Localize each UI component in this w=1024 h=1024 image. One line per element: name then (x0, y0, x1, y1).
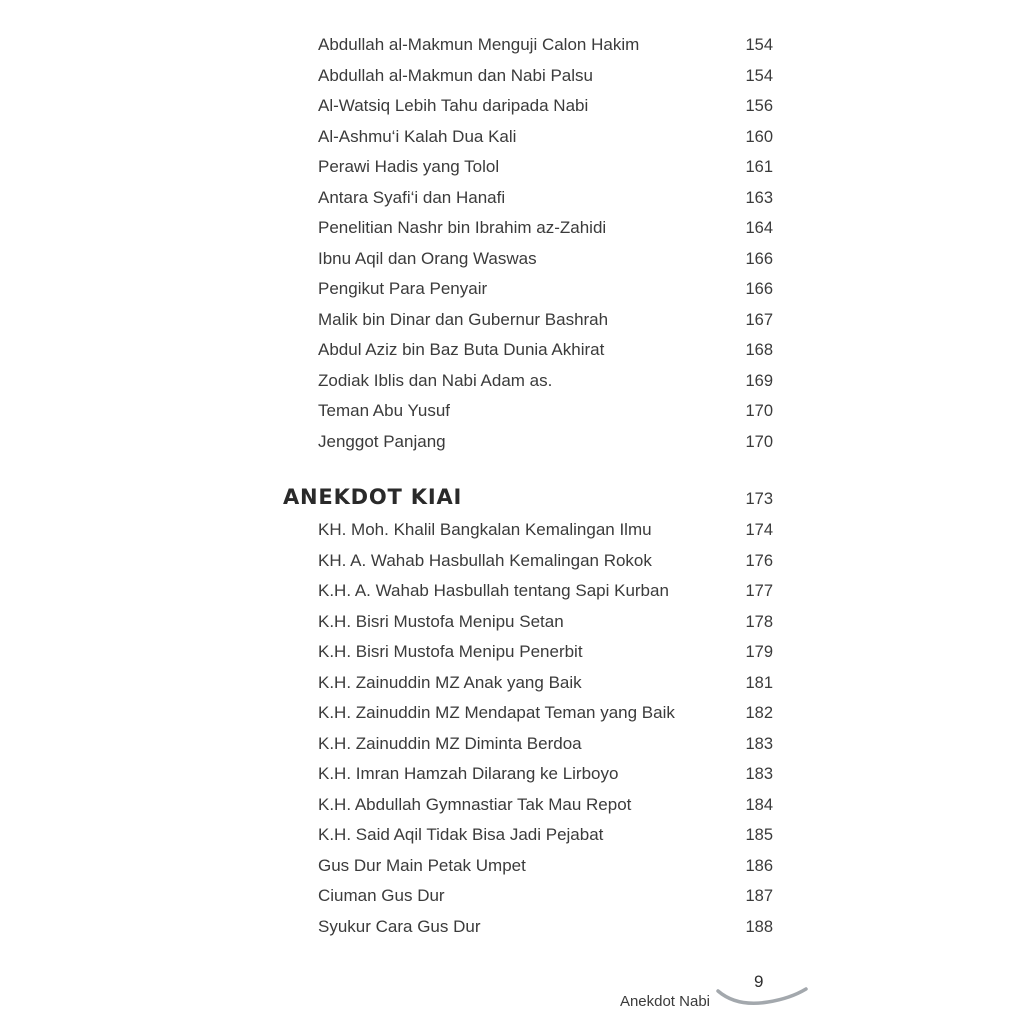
toc-entry (283, 152, 773, 183)
toc-entry (283, 881, 773, 912)
toc-entry (283, 274, 773, 305)
toc-entry-label: K.H. Zainuddin MZ Mendapat Teman yang Baik (318, 703, 675, 722)
toc-entry-page-number: 186 (745, 856, 773, 875)
toc-entry-label: Ibnu Aqil dan Orang Waswas (318, 248, 537, 268)
toc-entry-label: Antara Syafi‘i dan Hanafi (318, 187, 506, 207)
toc-entry-page-number: 174 (745, 521, 773, 539)
table-of-contents (283, 30, 773, 942)
footer-page-number: 9 (754, 972, 764, 991)
toc-entry-page-number: 177 (745, 582, 773, 600)
toc-entry (283, 912, 773, 943)
toc-entry-page-number: 154 (745, 66, 773, 85)
toc-entry-page-number: 187 (745, 887, 773, 905)
toc-entry-page-number: 160 (745, 127, 773, 146)
toc-entry-page-number: 167 (745, 310, 773, 329)
toc-entry (283, 122, 773, 153)
toc-section-page-number: 173 (745, 490, 773, 508)
toc-entry (283, 213, 773, 244)
toc-entry-page-number: 163 (745, 188, 773, 207)
toc-entry-page-number: 181 (745, 673, 773, 692)
toc-entry (283, 515, 773, 546)
toc-entry (283, 61, 773, 92)
toc-entry-label: Al-Watsiq Lebih Tahu daripada Nabi (318, 96, 589, 115)
toc-entry-page-number: 183 (745, 734, 773, 753)
toc-entry-label: Gus Dur Main Petak Umpet (318, 855, 526, 875)
toc-entry (283, 637, 773, 668)
toc-entry-page-number: 185 (745, 826, 773, 844)
footer-decoration (716, 972, 808, 1006)
toc-entry (283, 427, 773, 458)
toc-entry (283, 851, 773, 882)
toc-entry-page-number: 184 (745, 795, 773, 814)
toc-entry-label: Syukur Cara Gus Dur (318, 916, 481, 936)
toc-entry-label: Penelitian Nashr bin Ibrahim az-Zahidi (318, 218, 607, 237)
toc-entry-label: K.H. Bisri Mustofa Menipu Penerbit (318, 642, 583, 661)
toc-entry-page-number: 182 (745, 704, 773, 722)
toc-entry (283, 30, 773, 61)
toc-entry (283, 366, 773, 397)
toc-entry-page-number: 156 (745, 97, 773, 115)
toc-entry-page-number: 168 (745, 341, 773, 359)
toc-entry-label: K.H. Zainuddin MZ Anak yang Baik (318, 672, 582, 692)
toc-section-header (283, 479, 773, 515)
toc-entry-label: K.H. Abdullah Gymnastiar Tak Mau Repot (318, 794, 632, 814)
toc-entry-page-number: 164 (745, 219, 773, 237)
toc-entry (283, 668, 773, 699)
toc-entry-label: Al-Ashmu‘i Kalah Dua Kali (318, 126, 517, 146)
toc-entry (283, 607, 773, 638)
toc-entry (283, 698, 773, 729)
toc-entry-label: KH. Moh. Khalil Bangkalan Kemalingan Ilmu (318, 520, 652, 539)
toc-entry (283, 305, 773, 336)
toc-entry (283, 335, 773, 366)
toc-entry (283, 396, 773, 427)
toc-entry (283, 759, 773, 790)
toc-entry-page-number: 178 (745, 612, 773, 631)
toc-entry-label: K.H. Imran Hamzah Dilarang ke Lirboyo (318, 764, 619, 783)
toc-entry-label: KH. A. Wahab Hasbullah Kemalingan Rokok (318, 550, 652, 570)
toc-entry (283, 183, 773, 214)
footer-book-title: Anekdot Nabi (619, 993, 710, 1010)
toc-entry (283, 729, 773, 760)
toc-entry (283, 576, 773, 607)
toc-entry (283, 820, 773, 851)
toc-entry (283, 790, 773, 821)
toc-entry-label: K.H. Said Aqil Tidak Bisa Jadi Pejabat (318, 825, 604, 844)
toc-entry-page-number: 188 (745, 917, 773, 936)
toc-entry-page-number: 161 (745, 158, 773, 176)
toc-entry-page-number: 170 (745, 432, 773, 451)
toc-entry-label: Zodiak Iblis dan Nabi Adam as. (318, 370, 553, 390)
toc-entry-label: Abdullah al-Makmun Menguji Calon Hakim (318, 35, 640, 54)
toc-entry-label: K.H. Bisri Mustofa Menipu Setan (318, 611, 564, 631)
toc-entry-label: Perawi Hadis yang Tolol (318, 157, 500, 176)
toc-entry (283, 546, 773, 577)
toc-entry-page-number: 170 (745, 402, 773, 420)
toc-entry-label: Abdul Aziz bin Baz Buta Dunia Akhirat (318, 340, 605, 359)
toc-entry-label: Ciuman Gus Dur (318, 886, 445, 905)
toc-entry-page-number: 179 (745, 643, 773, 661)
toc-entry-label: Jenggot Panjang (318, 431, 446, 451)
toc-entry-label: K.H. Zainuddin MZ Diminta Berdoa (318, 733, 582, 753)
toc-entry-label: K.H. A. Wahab Hasbullah tentang Sapi Kurban (318, 581, 669, 600)
toc-entry-page-number: 154 (745, 36, 773, 54)
toc-entry-label: Abdullah al-Makmun dan Nabi Palsu (318, 65, 593, 85)
toc-entry-label: Malik bin Dinar dan Gubernur Bashrah (318, 309, 609, 329)
page-footer (619, 972, 808, 1010)
toc-entry-page-number: 169 (745, 371, 773, 390)
toc-entry-page-number: 166 (745, 280, 773, 298)
toc-entry-label: Pengikut Para Penyair (318, 279, 488, 298)
toc-entry (283, 244, 773, 275)
toc-entry-label: Teman Abu Yusuf (318, 401, 451, 420)
toc-entry (283, 91, 773, 122)
toc-section-title: ANEKDOT KIAI (283, 485, 463, 509)
toc-entry-page-number: 166 (745, 249, 773, 268)
toc-entry-page-number: 183 (745, 765, 773, 783)
toc-entry-page-number: 176 (745, 551, 773, 570)
